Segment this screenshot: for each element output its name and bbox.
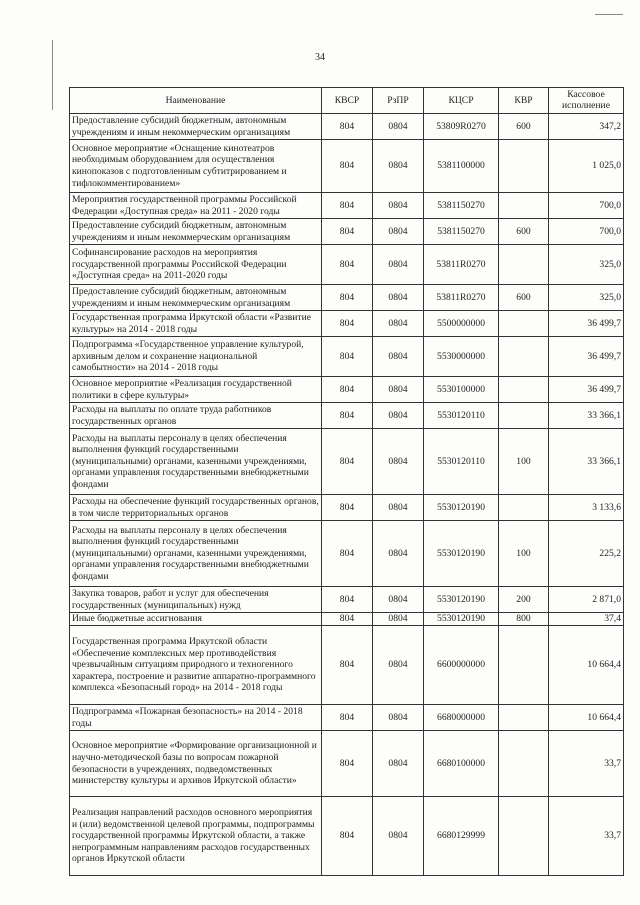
cell-kvsr: 804 xyxy=(322,337,373,377)
cell-kvr xyxy=(499,311,549,337)
cell-name: Софинансирование расходов на мероприятия государственной программы Российской Федерации «Доступная среда» на 2011-2020 годы xyxy=(70,245,322,285)
cell-rzpr: 0804 xyxy=(373,521,424,587)
cell-rzpr: 0804 xyxy=(373,114,424,140)
cell-kcsr: 5530120190 xyxy=(424,613,499,626)
table-row xyxy=(70,521,624,587)
cell-kvr xyxy=(499,140,549,193)
cell-rzpr: 0804 xyxy=(373,377,424,403)
cell-kvsr: 804 xyxy=(322,193,373,219)
cell-name: Государственная программа Иркутской области «Обеспечение комплексных мер противодействия чрезвычайным ситуациям природного и техногенного характера, построение и развитие аппаратно-программного комплекса «Безопасный город» на 2014 - 2018 годы xyxy=(70,626,322,705)
cell-name: Основное мероприятие «Оснащение кинотеатров необходимым оборудованием для осуществления кинопоказов с подготовленным субтитрированием и тифлокомментированием» xyxy=(70,140,322,193)
cell-kcsr: 5530120190 xyxy=(424,587,499,613)
cell-kvr xyxy=(499,731,549,797)
scan-artifact-left xyxy=(52,40,53,110)
cell-kvr: 100 xyxy=(499,429,549,495)
cell-kvsr: 804 xyxy=(322,613,373,626)
table-row xyxy=(70,626,624,705)
cell-kcsr: 5381150270 xyxy=(424,193,499,219)
cell-kvr xyxy=(499,705,549,731)
cell-kvr: 600 xyxy=(499,219,549,245)
cell-amount: 10 664,4 xyxy=(549,705,624,731)
cell-rzpr: 0804 xyxy=(373,311,424,337)
cell-rzpr: 0804 xyxy=(373,731,424,797)
cell-name: Государственная программа Иркутской области «Развитие культуры» на 2014 - 2018 годы xyxy=(70,311,322,337)
cell-name: Подпрограмма «Государственное управление культурой, архивным делом и сохранение национальной самобытности» на 2014 - 2018 годы xyxy=(70,337,322,377)
cell-kvsr: 804 xyxy=(322,245,373,285)
cell-name: Мероприятия государственной программы Российской Федерации «Доступная среда» на 2011 - 2020 годы xyxy=(70,193,322,219)
table-row xyxy=(70,429,624,495)
cell-kcsr: 5530120190 xyxy=(424,521,499,587)
cell-kvsr: 804 xyxy=(322,377,373,403)
table-row xyxy=(70,403,624,429)
cell-kvr: 100 xyxy=(499,521,549,587)
cell-kvr xyxy=(499,797,549,876)
table-row xyxy=(70,219,624,245)
cell-rzpr: 0804 xyxy=(373,626,424,705)
cell-kcsr: 5530100000 xyxy=(424,377,499,403)
cell-rzpr: 0804 xyxy=(373,245,424,285)
cell-amount: 325,0 xyxy=(549,245,624,285)
cell-amount: 37,4 xyxy=(549,613,624,626)
header-kvr: КВР xyxy=(499,88,549,114)
cell-amount: 36 499,7 xyxy=(549,311,624,337)
cell-rzpr: 0804 xyxy=(373,219,424,245)
cell-amount: 33,7 xyxy=(549,731,624,797)
cell-name: Реализация направлений расходов основного мероприятия и (или) ведомственной целевой программы, подпрограммы государственной программы Иркутской области, а также непрограммным направлениям расходов государственных органов Иркутской области xyxy=(70,797,322,876)
cell-kvsr: 804 xyxy=(322,219,373,245)
table-row xyxy=(70,193,624,219)
cell-kcsr: 5530120190 xyxy=(424,495,499,521)
table-row xyxy=(70,140,624,193)
cell-name: Расходы на обеспечение функций государственных органов, в том числе территориальных органов xyxy=(70,495,322,521)
table-row xyxy=(70,337,624,377)
cell-rzpr: 0804 xyxy=(373,140,424,193)
table-row xyxy=(70,797,624,876)
header-kvsr: КВСР xyxy=(322,88,373,114)
cell-kvsr: 804 xyxy=(322,797,373,876)
cell-kvsr: 804 xyxy=(322,587,373,613)
cell-kcsr: 53811R0270 xyxy=(424,245,499,285)
cell-rzpr: 0804 xyxy=(373,613,424,626)
cell-kvsr: 804 xyxy=(322,626,373,705)
header-rzpr: РзПР xyxy=(373,88,424,114)
scan-artifact-top-right xyxy=(595,14,623,15)
cell-name: Основное мероприятие «Формирование организационной и научно-методической базы по вопросам пожарной безопасности в учреждениях, подведомственных министерству культуры и архивов Иркутской области» xyxy=(70,731,322,797)
cell-kcsr: 5530000000 xyxy=(424,337,499,377)
header-kcsr: КЦСР xyxy=(424,88,499,114)
cell-amount: 36 499,7 xyxy=(549,377,624,403)
cell-kvr xyxy=(499,377,549,403)
cell-name: Предоставление субсидий бюджетным, автономным учреждениям и иным некоммерческим организациям xyxy=(70,285,322,311)
table-row xyxy=(70,587,624,613)
cell-amount: 325,0 xyxy=(549,285,624,311)
table-row xyxy=(70,311,624,337)
cell-name: Расходы на выплаты персоналу в целях обеспечения выполнения функций государственными (муниципальными) органами, казенными учреждениями, органами управления государственными внебюджетными фондами xyxy=(70,429,322,495)
cell-rzpr: 0804 xyxy=(373,403,424,429)
cell-name: Закупка товаров, работ и услуг для обеспечения государственных (муниципальных) нужд xyxy=(70,587,322,613)
table-row xyxy=(70,731,624,797)
cell-kcsr: 5381100000 xyxy=(424,140,499,193)
budget-execution-table xyxy=(69,87,624,876)
cell-rzpr: 0804 xyxy=(373,587,424,613)
table-row xyxy=(70,377,624,403)
cell-rzpr: 0804 xyxy=(373,429,424,495)
header-amount: Кассовое исполнение xyxy=(549,88,624,114)
table-header-row xyxy=(70,88,624,114)
table-row xyxy=(70,705,624,731)
cell-kvsr: 804 xyxy=(322,311,373,337)
table-row xyxy=(70,245,624,285)
cell-kvsr: 804 xyxy=(322,285,373,311)
cell-name: Основное мероприятие «Реализация государственной политики в сфере культуры» xyxy=(70,377,322,403)
cell-name: Расходы на выплаты персоналу в целях обеспечения выполнения функций государственными (муниципальными) органами, казенными учреждениями, органами управления государственными внебюджетными фондами xyxy=(70,521,322,587)
cell-kvsr: 804 xyxy=(322,495,373,521)
table-row xyxy=(70,613,624,626)
table-body xyxy=(70,114,624,876)
cell-kvr: 600 xyxy=(499,114,549,140)
cell-kcsr: 5500000000 xyxy=(424,311,499,337)
cell-kcsr: 53811R0270 xyxy=(424,285,499,311)
cell-name: Расходы на выплаты по оплате труда работников государственных органов xyxy=(70,403,322,429)
cell-kcsr: 6680100000 xyxy=(424,731,499,797)
cell-kcsr: 53809R0270 xyxy=(424,114,499,140)
cell-kvr xyxy=(499,495,549,521)
cell-amount: 10 664,4 xyxy=(549,626,624,705)
cell-amount: 1 025,0 xyxy=(549,140,624,193)
cell-amount: 36 499,7 xyxy=(549,337,624,377)
cell-kvr: 600 xyxy=(499,285,549,311)
cell-rzpr: 0804 xyxy=(373,797,424,876)
cell-amount: 347,2 xyxy=(549,114,624,140)
cell-amount: 700,0 xyxy=(549,193,624,219)
cell-kcsr: 6600000000 xyxy=(424,626,499,705)
cell-rzpr: 0804 xyxy=(373,285,424,311)
cell-kcsr: 5530120110 xyxy=(424,403,499,429)
table-row xyxy=(70,285,624,311)
cell-amount: 700,0 xyxy=(549,219,624,245)
header-name: Наименование xyxy=(70,88,322,114)
table-row xyxy=(70,114,624,140)
cell-kvr xyxy=(499,337,549,377)
cell-kvsr: 804 xyxy=(322,114,373,140)
cell-kvr xyxy=(499,193,549,219)
cell-kvr: 200 xyxy=(499,587,549,613)
cell-rzpr: 0804 xyxy=(373,337,424,377)
cell-kvr xyxy=(499,245,549,285)
cell-amount: 2 871,0 xyxy=(549,587,624,613)
cell-name: Подпрограмма «Пожарная безопасность» на 2014 - 2018 годы xyxy=(70,705,322,731)
cell-kvsr: 804 xyxy=(322,429,373,495)
cell-kcsr: 5381150270 xyxy=(424,219,499,245)
cell-kvsr: 804 xyxy=(322,140,373,193)
cell-kvsr: 804 xyxy=(322,521,373,587)
cell-kcsr: 6680000000 xyxy=(424,705,499,731)
cell-rzpr: 0804 xyxy=(373,495,424,521)
cell-amount: 225,2 xyxy=(549,521,624,587)
cell-name: Предоставление субсидий бюджетным, автономным учреждениям и иным некоммерческим организациям xyxy=(70,219,322,245)
table-row xyxy=(70,495,624,521)
cell-kvr: 800 xyxy=(499,613,549,626)
cell-amount: 33,7 xyxy=(549,797,624,876)
cell-kcsr: 6680129999 xyxy=(424,797,499,876)
cell-kvsr: 804 xyxy=(322,705,373,731)
cell-kcsr: 5530120110 xyxy=(424,429,499,495)
cell-name: Иные бюджетные ассигнования xyxy=(70,613,322,626)
cell-rzpr: 0804 xyxy=(373,193,424,219)
cell-amount: 33 366,1 xyxy=(549,429,624,495)
cell-kvsr: 804 xyxy=(322,403,373,429)
cell-kvr xyxy=(499,403,549,429)
cell-kvsr: 804 xyxy=(322,731,373,797)
cell-rzpr: 0804 xyxy=(373,705,424,731)
cell-name: Предоставление субсидий бюджетным, автономным учреждениям и иным некоммерческим организациям xyxy=(70,114,322,140)
cell-kvr xyxy=(499,626,549,705)
page-number: 34 xyxy=(315,52,325,63)
cell-amount: 33 366,1 xyxy=(549,403,624,429)
cell-amount: 3 133,6 xyxy=(549,495,624,521)
